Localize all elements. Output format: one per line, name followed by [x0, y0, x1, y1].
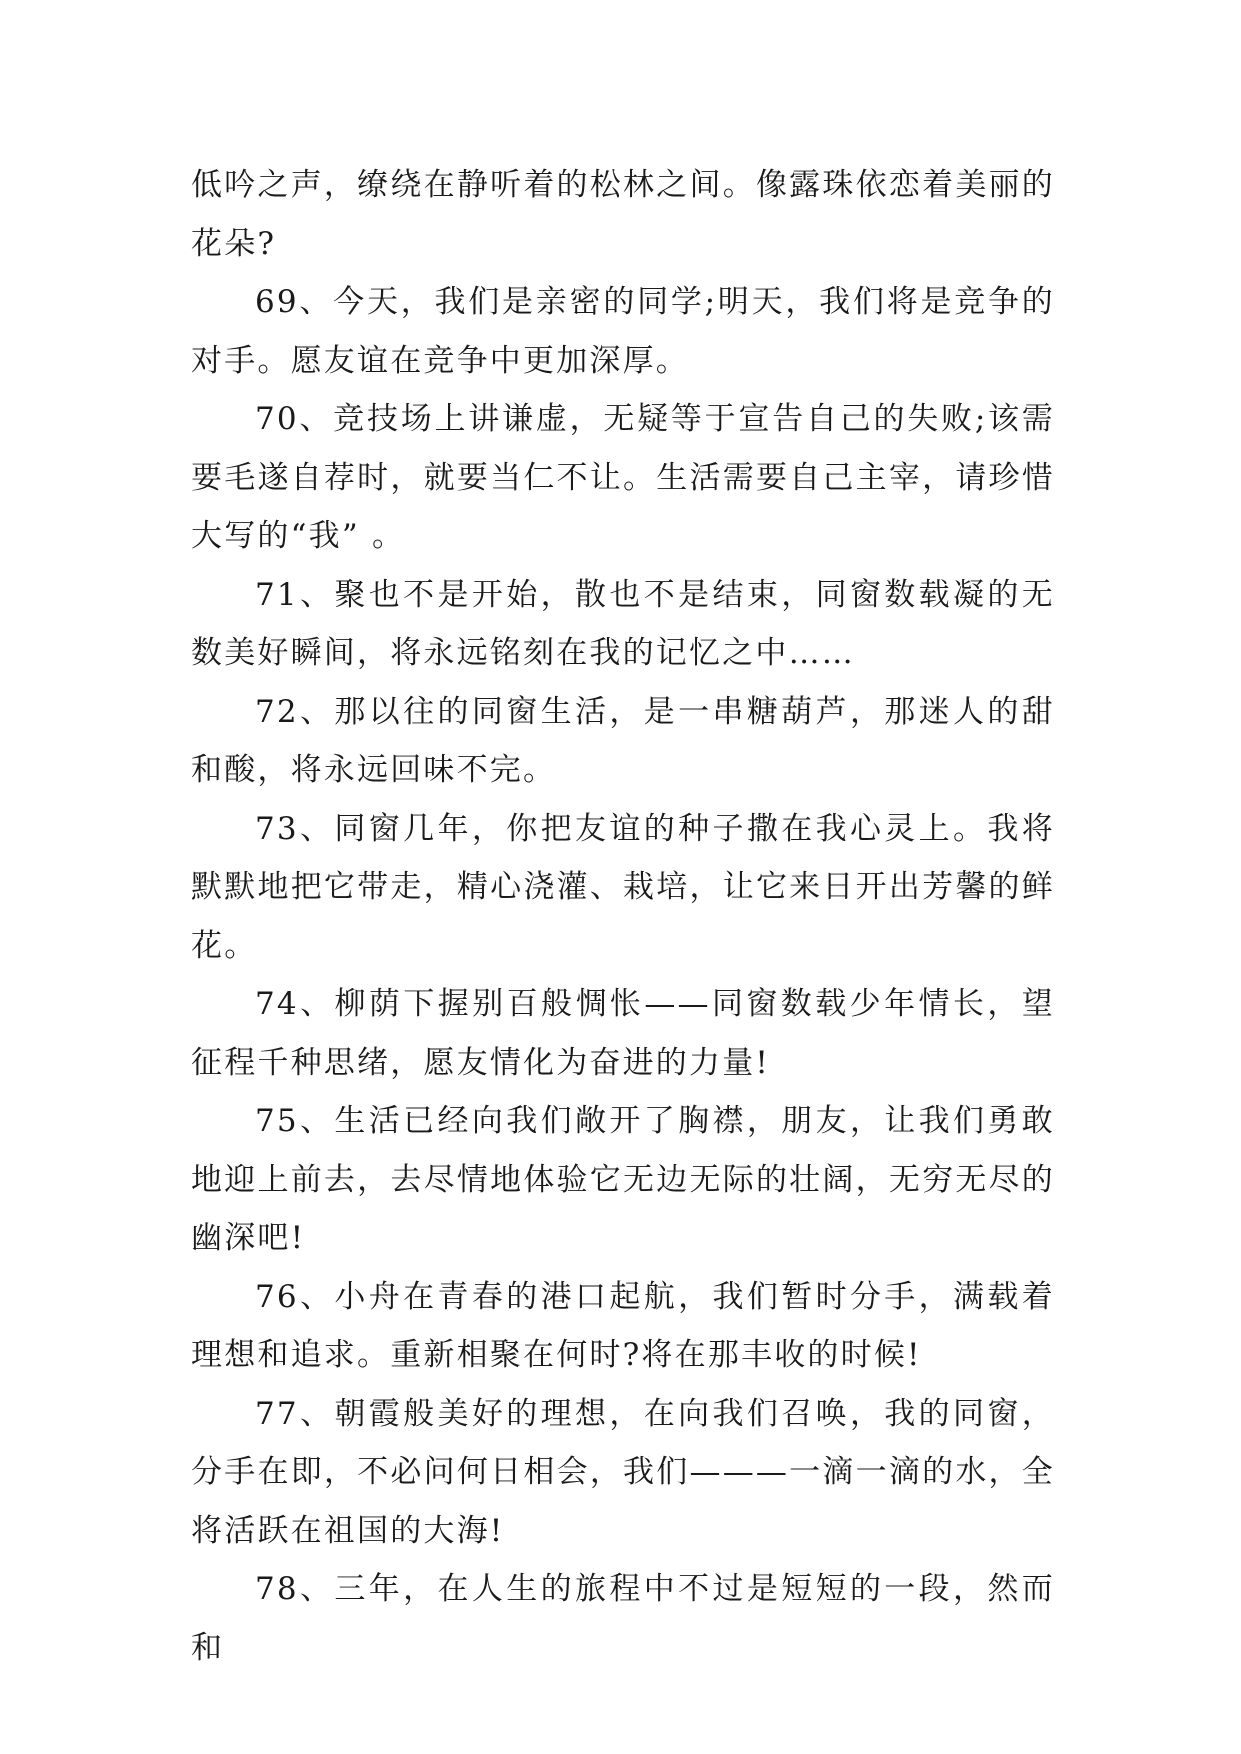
paragraph-68-continuation: 低吟之声，缭绕在静听着的松林之间。像露珠依恋着美丽的花朵? [191, 167, 1055, 262]
paragraph-69: 69、今天，我们是亲密的同学;明天，我们将是竞争的对手。愿友谊在竞争中更加深厚。 [191, 284, 1055, 379]
paragraph-78-start: 78、三年，在人生的旅程中不过是短短的一段，然而和 [191, 1571, 1055, 1666]
paragraph-76: 76、小舟在青春的港口起航，我们暂时分手，满载着理想和追求。重新相聚在何时?将在那丰收的时候! [191, 1278, 1055, 1373]
paragraph-70: 70、竞技场上讲谦虚，无疑等于宣告自己的失败;该需要毛遂自荐时，就要当仁不让。生活需要自己主宰，请珍惜大写的“我” 。 [191, 401, 1055, 554]
paragraph-72: 72、那以往的同窗生活，是一串糖葫芦，那迷人的甜和酸，将永远回味不完。 [191, 693, 1055, 788]
paragraph-71: 71、聚也不是开始，散也不是结束，同窗数载凝的无数美好瞬间，将永远铭刻在我的记忆之中…… [191, 576, 1055, 671]
paragraph-74: 74、柳荫下握别百般惆怅——同窗数载少年情长，望征程千种思绪，愿友情化为奋进的力量! [191, 986, 1055, 1081]
paragraph-75: 75、生活已经向我们敞开了胸襟，朋友，让我们勇敢地迎上前去，去尽情地体验它无边无际的壮阔，无穷无尽的幽深吧! [191, 1103, 1055, 1256]
paragraph-73: 73、同窗几年，你把友谊的种子撒在我心灵上。我将默默地把它带走，精心浇灌、栽培，让它来日开出芳馨的鲜花。 [191, 810, 1055, 964]
paragraph-77: 77、朝霞般美好的理想，在向我们召唤，我的同窗，分手在即，不必问何日相会，我们———一滴一滴的水，全将活跃在祖国的大海! [191, 1395, 1055, 1549]
document-body [191, 156, 1055, 1677]
